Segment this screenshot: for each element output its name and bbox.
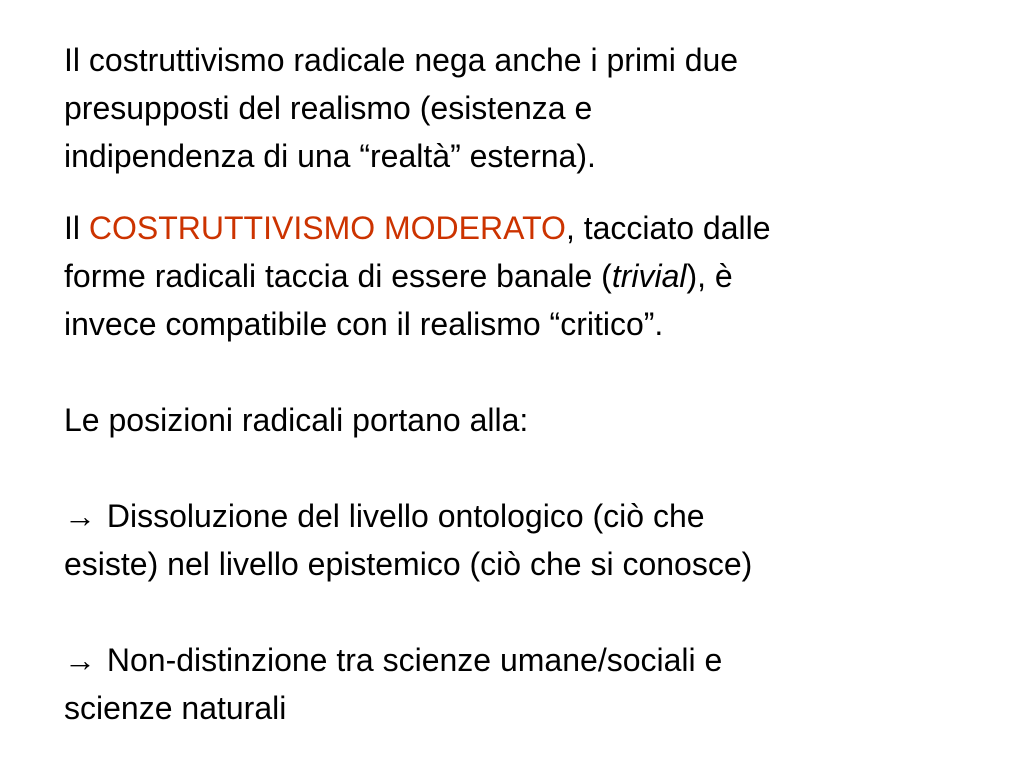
italic-term: trivial (611, 258, 687, 294)
p2-line2-end: ), è (686, 258, 733, 294)
p2-prefix: Il (64, 210, 89, 246)
p5-line2: scienze naturali (64, 690, 287, 726)
p2-line3: invece compatibile con il realismo “critico”. (64, 306, 664, 342)
highlighted-term: COSTRUTTIVISMO MODERATO (88, 210, 566, 246)
p1-line1: Il costruttivismo radicale nega anche i primi due (64, 42, 739, 78)
p5-line1: Non-distinzione tra scienze umane/sociali e (98, 642, 723, 678)
bullet-non-distinction (64, 636, 964, 732)
paragraph-moderate-constructivism (64, 204, 964, 348)
paragraph-radical-constructivism (64, 36, 964, 180)
paragraph-consequences-intro (64, 396, 964, 444)
p1-line2: presupposti del realismo (esistenza e (64, 90, 593, 126)
p4-line2: esiste) nel livello epistemico (ciò che si conosce) (64, 546, 753, 582)
right-arrow-icon: → (64, 498, 96, 534)
p1-line3: indipendenza di una “realtà” esterna). (64, 138, 596, 174)
bullet-dissolution (64, 492, 964, 588)
p2-after-highlight: , tacciato dalle (565, 210, 771, 246)
p4-line1: Dissoluzione del livello ontologico (ciò che (98, 498, 705, 534)
p2-line2-start: forme radicali taccia di essere banale ( (64, 258, 612, 294)
p3-line1: Le posizioni radicali portano alla: (64, 402, 529, 438)
right-arrow-icon: → (64, 642, 96, 678)
